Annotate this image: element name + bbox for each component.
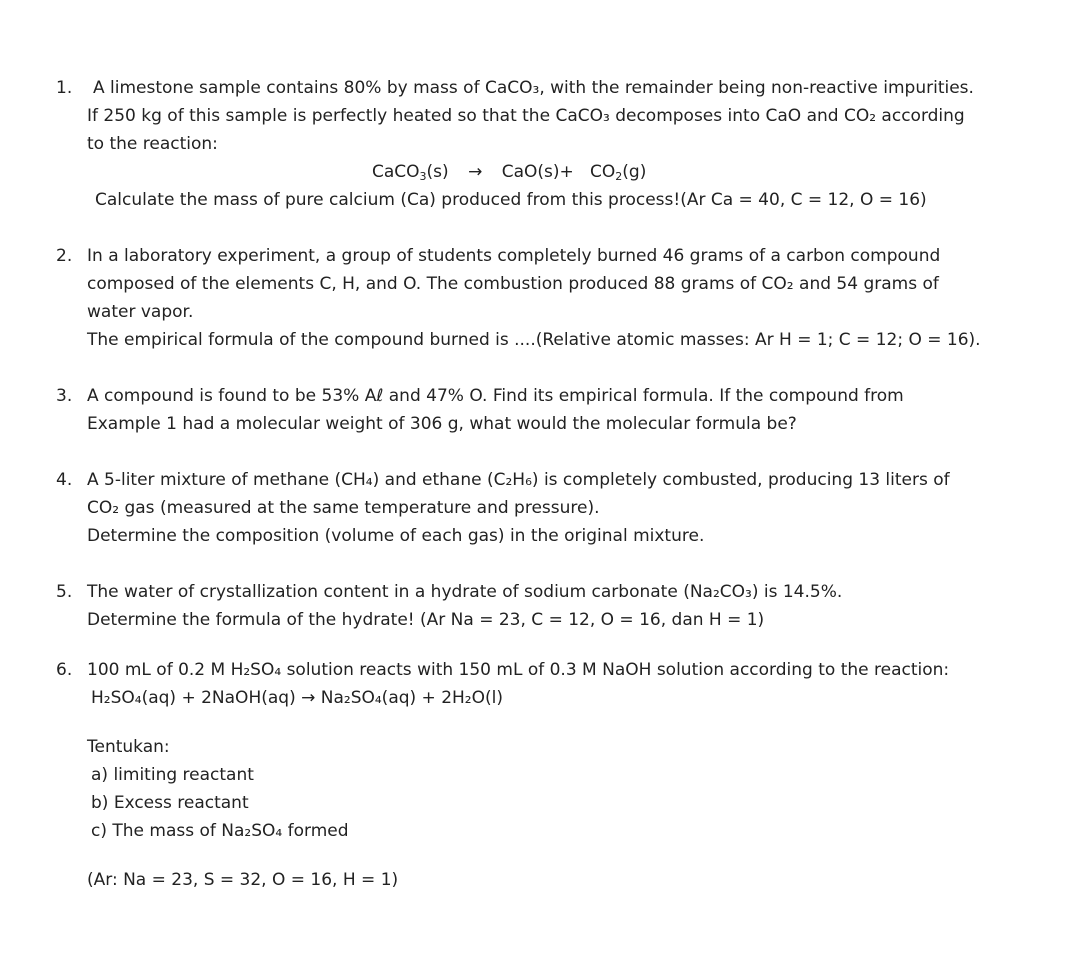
question-number: 4. — [56, 470, 73, 490]
question-text: Calculate the mass of pure calcium (Ca) produced from this process!(Ar Ca = 40, C = 12, O = 16) — [95, 190, 927, 210]
question-text: If 250 kg of this sample is perfectly heated so that the CaCO₃ decomposes into CaO and CO₂ according — [87, 106, 965, 126]
equation-product: $CO_2(g)$ — [590, 162, 647, 183]
question-text: Tentukan: — [87, 737, 170, 757]
question-number: 1. — [56, 78, 73, 98]
question-text: water vapor. — [87, 302, 194, 322]
reaction-arrow: → — [468, 162, 483, 182]
list-item: a) limiting reactant — [91, 765, 254, 785]
question-text: 100 mL of 0.2 M H₂SO₄ solution reacts with 150 mL of 0.3 M NaOH solution according to the reaction: — [87, 660, 950, 680]
question-text: A compound is found to be 53% Aℓ and 47% O. Find its empirical formula. If the compound from — [87, 386, 904, 406]
equation-product: CaO(s)+ — [501, 162, 574, 182]
question-text: Example 1 had a molecular weight of 306 g, what would the molecular formula be? — [87, 414, 797, 434]
question-text: composed of the elements C, H, and O. The combustion produced 88 grams of CO₂ and 54 grams of — [87, 274, 939, 294]
question-text: In a laboratory experiment, a group of students completely burned 46 grams of a carbon compound — [87, 246, 941, 266]
question-number: 6. — [56, 660, 73, 680]
question-text: CO₂ gas (measured at the same temperature and pressure). — [87, 498, 600, 518]
question-text: A limestone sample contains 80% by mass of CaCO₃, with the remainder being non-reactive impurities. — [93, 78, 974, 98]
question-text: Determine the formula of the hydrate! (Ar Na = 23, C = 12, O = 16, dan H = 1) — [87, 610, 765, 630]
question-text: The empirical formula of the compound burned is ....(Relative atomic masses: Ar H = 1; C = 12; O = 16). — [87, 330, 981, 350]
question-number: 5. — [56, 582, 73, 602]
question-text: to the reaction: — [87, 134, 218, 154]
question-number: 2. — [56, 246, 73, 266]
question-number: 3. — [56, 386, 73, 406]
equation-reactant: CaCO$_3$(s) — [372, 162, 449, 183]
reaction-equation — [372, 160, 646, 184]
question-text: Determine the composition (volume of each gas) in the original mixture. — [87, 526, 705, 546]
question-text: (Ar: Na = 23, S = 32, O = 16, H = 1) — [87, 870, 399, 890]
list-item: c) The mass of Na₂SO₄ formed — [91, 821, 349, 841]
question-text: The water of crystallization content in a hydrate of sodium carbonate (Na₂CO₃) is 14.5%. — [87, 582, 843, 602]
list-item: b) Excess reactant — [91, 793, 249, 813]
question-text: A 5-liter mixture of methane (CH₄) and ethane (C₂H₆) is completely combusted, producing 13 liters of — [87, 470, 950, 490]
reaction-equation: H₂SO₄(aq) + 2NaOH(aq) → Na₂SO₄(aq) + 2H₂O(l) — [91, 688, 503, 708]
